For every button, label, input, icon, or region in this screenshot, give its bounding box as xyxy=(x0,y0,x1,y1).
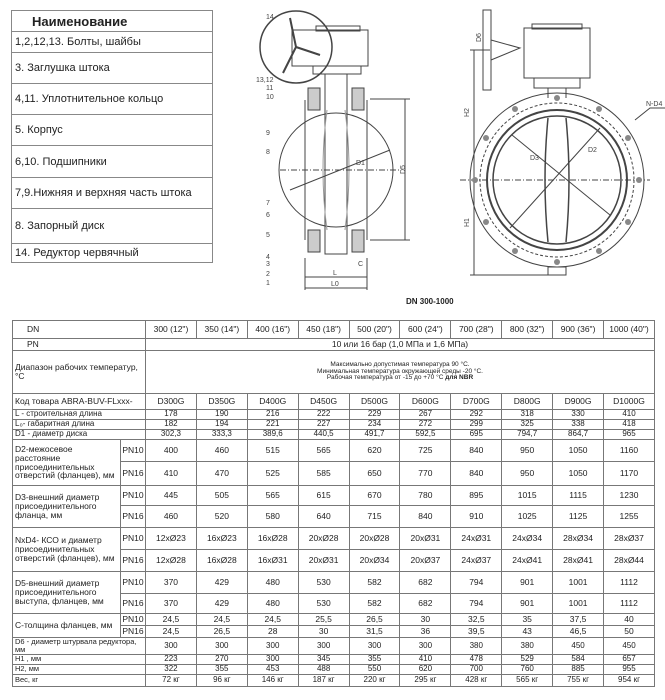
legend-item: 1,2,12,13. Болты, шайбы xyxy=(12,32,213,53)
code-value: D450G xyxy=(298,394,349,410)
cell-value: 96 кг xyxy=(196,674,247,686)
cell-value: 322 xyxy=(146,664,197,674)
svg-text:8: 8 xyxy=(266,149,270,156)
spec-row-pn10 xyxy=(13,486,655,506)
legend-item: 3. Заглушка штока xyxy=(12,53,213,84)
spec-row xyxy=(13,674,655,686)
cell-value: 300 xyxy=(196,638,247,655)
code-value: D900G xyxy=(553,394,604,410)
cell-value: 794 xyxy=(451,572,502,594)
cell-value: 725 xyxy=(400,440,451,462)
cell-value: 1001 xyxy=(553,572,604,594)
code-value: D300G xyxy=(146,394,197,410)
cell-value: 20xØ31 xyxy=(400,528,451,550)
dn-value: 1000 (40") xyxy=(604,321,655,339)
svg-text:13,12: 13,12 xyxy=(256,77,274,84)
cell-value: 910 xyxy=(451,506,502,528)
cell-value: 50 xyxy=(604,626,655,638)
cell-value: 370 xyxy=(146,594,197,614)
pn10-label: PN10 xyxy=(121,486,146,506)
spec-row-pn10 xyxy=(13,440,655,462)
svg-text:D5: D5 xyxy=(400,165,407,174)
dn-value: 800 (32") xyxy=(502,321,553,339)
cell-value: 1050 xyxy=(553,440,604,462)
cell-value: 190 xyxy=(196,410,247,420)
cell-value: 182 xyxy=(146,420,197,430)
dn-row xyxy=(13,321,655,339)
cell-value: 525 xyxy=(247,462,298,486)
cell-value: 72 кг xyxy=(146,674,197,686)
front-view xyxy=(460,10,665,275)
cell-value: 565 кг xyxy=(502,674,553,686)
row-label: D5-внешний диаметр присоединительного выступа, фланцев, мм xyxy=(13,572,121,614)
cell-value: 529 xyxy=(502,654,553,664)
spec-table xyxy=(12,320,655,687)
cell-value: 24,5 xyxy=(146,626,197,638)
svg-text:H1: H1 xyxy=(464,218,471,227)
svg-text:D6: D6 xyxy=(476,33,483,42)
cell-value: 26,5 xyxy=(196,626,247,638)
cell-value: 410 xyxy=(604,410,655,420)
legend-header: Наименование xyxy=(12,11,213,32)
cell-value: 227 xyxy=(298,420,349,430)
row-label: NxD4- КСО и диаметр присоединительных отверстий (фланцев), мм xyxy=(13,528,121,572)
cell-value: 146 кг xyxy=(247,674,298,686)
spec-row xyxy=(13,410,655,420)
cell-value: 24xØ37 xyxy=(451,550,502,572)
temp-text: Максимально допустимая температура 90 °С. xyxy=(330,360,470,368)
cell-value: 491,7 xyxy=(349,430,400,440)
row-label: D6 - диаметр штурвала редуктора, мм xyxy=(13,638,146,655)
cell-value: 222 xyxy=(298,410,349,420)
cell-value: 760 xyxy=(502,664,553,674)
cell-value: 695 xyxy=(451,430,502,440)
cell-value: 715 xyxy=(349,506,400,528)
pn10-label: PN10 xyxy=(122,614,144,625)
cell-value: 670 xyxy=(349,486,400,506)
cell-value: 565 xyxy=(247,486,298,506)
cell-value: 12xØ28 xyxy=(146,550,197,572)
drawing-caption: DN 300-1000 xyxy=(406,297,454,306)
cell-value: 28xØ37 xyxy=(604,528,655,550)
legend-item: 5. Корпус xyxy=(12,115,213,146)
cell-value: 37,5 xyxy=(553,614,604,626)
cell-value: 965 xyxy=(604,430,655,440)
cell-value: 505 xyxy=(196,486,247,506)
cell-value: 657 xyxy=(604,654,655,664)
spec-row xyxy=(13,420,655,430)
svg-text:D2: D2 xyxy=(588,147,597,154)
spec-row-pn10 xyxy=(13,528,655,550)
cell-value: 43 xyxy=(502,626,553,638)
cell-value: 299 xyxy=(451,420,502,430)
row-label: L₀- габаритная длина xyxy=(13,420,146,430)
cell-value: 24,5 xyxy=(146,614,197,626)
legend-item: 6,10. Подшипники xyxy=(12,146,213,178)
cell-value: 1160 xyxy=(604,440,655,462)
cell-value: 565 xyxy=(298,440,349,462)
cell-value: 20xØ37 xyxy=(400,550,451,572)
cell-value: 650 xyxy=(349,462,400,486)
cell-value: 755 кг xyxy=(553,674,604,686)
cell-value: 24xØ34 xyxy=(502,528,553,550)
cell-value: 682 xyxy=(400,594,451,614)
cell-value: 28xØ34 xyxy=(553,528,604,550)
pn10-label: PN10 xyxy=(121,528,146,550)
cell-value: 26,5 xyxy=(349,614,400,626)
cell-value: 428 кг xyxy=(451,674,502,686)
cell-value: 700 xyxy=(451,664,502,674)
cell-value: 220 кг xyxy=(349,674,400,686)
legend-item: 4,11. Уплотнительное кольцо xyxy=(12,84,213,115)
cell-value: 478 xyxy=(451,654,502,664)
svg-text:D3: D3 xyxy=(530,155,539,162)
code-value: D1000G xyxy=(604,394,655,410)
cell-value: 16xØ28 xyxy=(247,528,298,550)
legend-item: 14. Редуктор червячный xyxy=(12,244,213,263)
cell-value: 470 xyxy=(196,462,247,486)
cell-value: 1050 xyxy=(553,462,604,486)
cell-value: 840 xyxy=(451,462,502,486)
cell-value: 16xØ28 xyxy=(196,550,247,572)
cell-value: 25,5 xyxy=(298,614,349,626)
cell-value: 440,5 xyxy=(298,430,349,440)
row-label: D2-межосевое расстояние присоединительных отверстий (фланцев), мм xyxy=(13,440,121,486)
cell-value: 355 xyxy=(349,654,400,664)
svg-text:2: 2 xyxy=(266,271,270,278)
cell-value: 194 xyxy=(196,420,247,430)
dn-value: 900 (36") xyxy=(553,321,604,339)
svg-text:L0: L0 xyxy=(331,281,339,288)
cell-value: 295 кг xyxy=(400,674,451,686)
temp-bold: для NBR xyxy=(445,374,474,382)
cell-value: 520 xyxy=(196,506,247,528)
cell-value: 585 xyxy=(298,462,349,486)
spec-row xyxy=(13,430,655,440)
cell-value: 16xØ23 xyxy=(196,528,247,550)
pn16-label: PN16 xyxy=(121,550,146,572)
legend-item: 8. Запорный диск xyxy=(12,209,213,244)
dn-value: 350 (14") xyxy=(196,321,247,339)
cell-value: 1025 xyxy=(502,506,553,528)
side-view xyxy=(256,11,410,290)
dn-value: 400 (16") xyxy=(247,321,298,339)
row-label: D1 - диаметр диска xyxy=(13,430,146,440)
cell-value: 24,5 xyxy=(247,614,298,626)
cell-value: 1001 xyxy=(553,594,604,614)
pn-label: PN xyxy=(13,339,146,351)
cell-value: 1115 xyxy=(553,486,604,506)
cell-value: 418 xyxy=(604,420,655,430)
pn-row xyxy=(13,339,655,351)
cell-value: 770 xyxy=(400,462,451,486)
cell-value: 885 xyxy=(553,664,604,674)
cell-value: 450 xyxy=(553,638,604,655)
cell-value: 302,3 xyxy=(146,430,197,440)
cell-value: 267 xyxy=(400,410,451,420)
cell-value: 955 xyxy=(604,664,655,674)
svg-text:6: 6 xyxy=(266,212,270,219)
temp-text: Рабочая температура от -15 до +70 °С xyxy=(326,374,444,382)
cell-value: 550 xyxy=(349,664,400,674)
cell-value: 28 xyxy=(247,626,298,638)
cell-value: 582 xyxy=(349,594,400,614)
cell-value: 640 xyxy=(298,506,349,528)
code-value: D500G xyxy=(349,394,400,410)
code-row xyxy=(13,394,655,410)
cell-value: 221 xyxy=(247,420,298,430)
valve-drawing xyxy=(0,0,665,315)
cell-value: 300 xyxy=(400,638,451,655)
pn10-label: PN10 xyxy=(121,440,146,462)
cell-value: 30 xyxy=(400,614,451,626)
cell-value: 46,5 xyxy=(553,626,604,638)
cell-value: 300 xyxy=(349,638,400,655)
row-label: H2, мм xyxy=(13,664,146,674)
dn-value: 600 (24") xyxy=(400,321,451,339)
cell-value: 20xØ28 xyxy=(349,528,400,550)
cell-value: 40 xyxy=(604,614,655,626)
cell-value: 1125 xyxy=(553,506,604,528)
cell-value: 234 xyxy=(349,420,400,430)
cell-value: 345 xyxy=(298,654,349,664)
cell-value: 355 xyxy=(196,664,247,674)
cell-value: 1170 xyxy=(604,462,655,486)
cell-value: 450 xyxy=(604,638,655,655)
cell-value: 480 xyxy=(247,572,298,594)
cell-value: 36 xyxy=(400,626,451,638)
cell-value: 901 xyxy=(502,594,553,614)
cell-value: 954 кг xyxy=(604,674,655,686)
dn-value: 500 (20") xyxy=(349,321,400,339)
cell-value: 460 xyxy=(146,506,197,528)
code-label: Код товара ABRA-BUV-FLxxx- xyxy=(13,394,146,410)
cell-value: 333,3 xyxy=(196,430,247,440)
svg-text:1: 1 xyxy=(266,280,270,287)
svg-text:N-D4: N-D4 xyxy=(646,101,663,108)
temp-row xyxy=(13,351,655,394)
cell-value: 32,5 xyxy=(451,614,502,626)
cell-value: 580 xyxy=(247,506,298,528)
cell-value: 380 xyxy=(502,638,553,655)
cell-value: 592,5 xyxy=(400,430,451,440)
row-label: Вес, кг xyxy=(13,674,146,686)
cell-value: 270 xyxy=(196,654,247,664)
cell-value: 318 xyxy=(502,410,553,420)
row-label: D3-внешний диаметр присоединительного фланца, мм xyxy=(13,486,121,528)
svg-text:5: 5 xyxy=(266,232,270,239)
cell-value: 229 xyxy=(349,410,400,420)
svg-text:7: 7 xyxy=(266,200,270,207)
cell-value: 950 xyxy=(502,462,553,486)
cell-value: 480 xyxy=(247,594,298,614)
svg-text:9: 9 xyxy=(266,130,270,137)
cell-value: 445 xyxy=(146,486,197,506)
cell-value: 1015 xyxy=(502,486,553,506)
dn-label: DN xyxy=(13,321,146,339)
code-value: D350G xyxy=(196,394,247,410)
cell-value: 460 xyxy=(196,440,247,462)
cell-value: 272 xyxy=(400,420,451,430)
spec-row xyxy=(13,638,655,655)
legend-item: 7,9.Нижняя и верхняя часть штока xyxy=(12,178,213,209)
temp-label: Диапазон рабочих температур, °С xyxy=(13,351,146,394)
cell-value: 400 xyxy=(146,440,197,462)
cell-value: 20xØ31 xyxy=(298,550,349,572)
pn16-label: PN16 xyxy=(121,506,146,528)
cell-value: 300 xyxy=(247,654,298,664)
cell-value: 300 xyxy=(298,638,349,655)
cell-value: 584 xyxy=(553,654,604,664)
svg-text:L: L xyxy=(333,270,337,277)
cell-value: 20xØ28 xyxy=(298,528,349,550)
svg-text:H2: H2 xyxy=(464,108,471,117)
pn16-label: PN16 xyxy=(122,626,144,637)
cell-value: 620 xyxy=(400,664,451,674)
svg-text:D1: D1 xyxy=(356,160,365,167)
cell-value: 429 xyxy=(196,572,247,594)
dn-value: 300 (12") xyxy=(146,321,197,339)
cell-value: 338 xyxy=(553,420,604,430)
cell-value: 187 кг xyxy=(298,674,349,686)
spec-row-pn10 xyxy=(13,614,655,626)
code-value: D600G xyxy=(400,394,451,410)
cell-value: 582 xyxy=(349,572,400,594)
cell-value: 31,5 xyxy=(349,626,400,638)
spec-row xyxy=(13,664,655,674)
cell-value: 223 xyxy=(146,654,197,664)
pn10-label: PN10 xyxy=(121,572,146,594)
temp-line xyxy=(148,375,652,382)
pn16-label: PN16 xyxy=(121,462,146,486)
temp-text: Минимальная температура окружающей среды -20 °С. xyxy=(317,367,483,375)
cell-value: 840 xyxy=(451,440,502,462)
pn-value: 10 или 16 бар (1,0 МПа и 1,6 МПа) xyxy=(146,339,655,351)
code-value: D400G xyxy=(247,394,298,410)
cell-value: 515 xyxy=(247,440,298,462)
row-label: L - строительная длина xyxy=(13,410,146,420)
dn-value: 700 (28") xyxy=(451,321,502,339)
cell-value: 24xØ31 xyxy=(451,528,502,550)
svg-text:11: 11 xyxy=(266,85,274,92)
cell-value: 840 xyxy=(400,506,451,528)
cell-value: 429 xyxy=(196,594,247,614)
cell-value: 39,5 xyxy=(451,626,502,638)
spec-row-pn10 xyxy=(13,572,655,594)
pn16-label: PN16 xyxy=(121,594,146,614)
cell-value: 530 xyxy=(298,572,349,594)
cell-value: 410 xyxy=(400,654,451,664)
cell-value: 410 xyxy=(146,462,197,486)
cell-value: 1255 xyxy=(604,506,655,528)
cell-value: 950 xyxy=(502,440,553,462)
cell-value: 1112 xyxy=(604,572,655,594)
cell-value: 178 xyxy=(146,410,197,420)
row-label: С-толщина фланцев, мм xyxy=(13,614,121,638)
cell-value: 530 xyxy=(298,594,349,614)
cell-value: 682 xyxy=(400,572,451,594)
cell-value: 895 xyxy=(451,486,502,506)
cell-value: 794,7 xyxy=(502,430,553,440)
cell-value: 20xØ34 xyxy=(349,550,400,572)
cell-value: 389,6 xyxy=(247,430,298,440)
cell-value: 780 xyxy=(400,486,451,506)
code-value: D700G xyxy=(451,394,502,410)
cell-value: 615 xyxy=(298,486,349,506)
spec-row xyxy=(13,654,655,664)
cell-value: 330 xyxy=(553,410,604,420)
cell-value: 12xØ23 xyxy=(146,528,197,550)
svg-text:3: 3 xyxy=(266,261,270,268)
cell-value: 380 xyxy=(451,638,502,655)
code-value: D800G xyxy=(502,394,553,410)
cell-value: 30 xyxy=(298,626,349,638)
svg-text:10: 10 xyxy=(266,94,274,101)
cell-value: 1112 xyxy=(604,594,655,614)
cell-value: 300 xyxy=(146,638,197,655)
cell-value: 901 xyxy=(502,572,553,594)
cell-value: 216 xyxy=(247,410,298,420)
cell-value: 24,5 xyxy=(196,614,247,626)
cell-value: 16xØ31 xyxy=(247,550,298,572)
cell-value: 794 xyxy=(451,594,502,614)
temp-value xyxy=(146,351,655,394)
cell-value: 1230 xyxy=(604,486,655,506)
cell-value: 28xØ41 xyxy=(553,550,604,572)
cell-value: 24xØ41 xyxy=(502,550,553,572)
dn-value: 450 (18") xyxy=(298,321,349,339)
cell-value: 28xØ44 xyxy=(604,550,655,572)
svg-text:14: 14 xyxy=(266,14,274,21)
svg-text:4: 4 xyxy=(266,254,270,261)
cell-value: 35 xyxy=(502,614,553,626)
cell-value: 453 xyxy=(247,664,298,674)
cell-value: 864,7 xyxy=(553,430,604,440)
cell-value: 300 xyxy=(247,638,298,655)
cell-value: 370 xyxy=(146,572,197,594)
cell-value: 292 xyxy=(451,410,502,420)
cell-value: 620 xyxy=(349,440,400,462)
cell-value: 488 xyxy=(298,664,349,674)
svg-text:C: C xyxy=(358,261,364,268)
row-label: H1 , мм xyxy=(13,654,146,664)
cell-value: 325 xyxy=(502,420,553,430)
